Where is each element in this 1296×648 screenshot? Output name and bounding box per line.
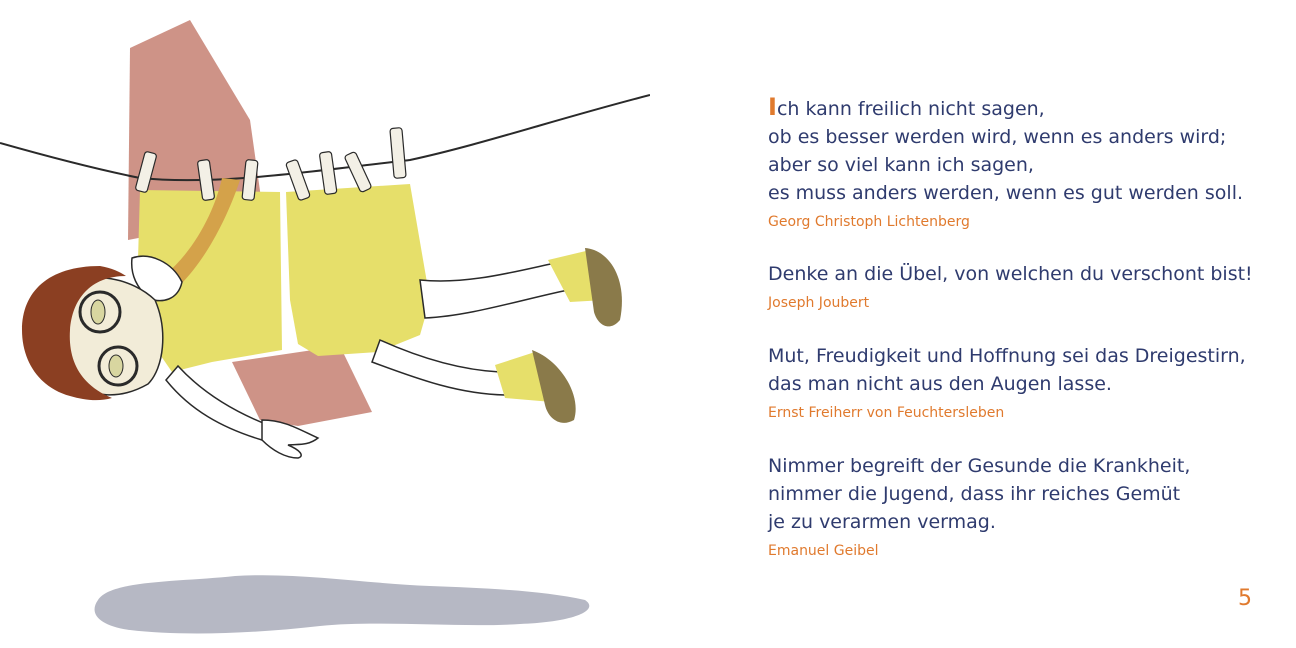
ground-shadow	[95, 575, 590, 633]
quote-line: je zu verarmen vermag.	[768, 511, 996, 533]
quote-line: es muss anders werden, wenn es gut werden soll.	[768, 182, 1244, 204]
quote-author: Joseph Joubert	[768, 295, 870, 311]
quote-author: Georg Christoph Lichtenberg	[768, 214, 970, 230]
quote-line: Ich kann freilich nicht sagen,	[768, 93, 1045, 121]
quote-author: Emanuel Geibel	[768, 543, 879, 559]
leg-lower	[372, 340, 505, 395]
eye-left	[91, 300, 105, 324]
quote-line: aber so viel kann ich sagen,	[768, 154, 1034, 176]
quotes-page	[650, 0, 1296, 648]
hand	[262, 420, 318, 458]
quote-line: Mut, Freudigkeit und Hoffnung sei das Dreigestirn,	[768, 345, 1246, 367]
quote-block	[768, 260, 1288, 312]
page-number: 5	[1238, 586, 1252, 611]
quote-block	[768, 452, 1288, 560]
quote-line: das man nicht aus den Augen lasse.	[768, 373, 1112, 395]
quote-block	[768, 342, 1288, 422]
drop-initial: I	[768, 93, 777, 121]
quote-line: Nimmer begreift der Gesunde die Krankheit,	[768, 455, 1191, 477]
eye-right	[109, 355, 123, 377]
shorts	[286, 184, 430, 356]
quote-line: nimmer die Jugend, dass ihr reiches Gemüt	[768, 483, 1181, 505]
quote-author: Ernst Freiherr von Feuchtersleben	[768, 405, 1005, 421]
wing-lower	[232, 346, 372, 426]
quote-line: Denke an die Übel, von welchen du verschont bist!	[768, 263, 1253, 285]
quote-block	[768, 93, 1288, 231]
quote-line: ob es besser werden wird, wenn es anders wird;	[768, 126, 1227, 148]
leg-upper	[420, 262, 568, 318]
shoe-upper	[585, 248, 622, 326]
